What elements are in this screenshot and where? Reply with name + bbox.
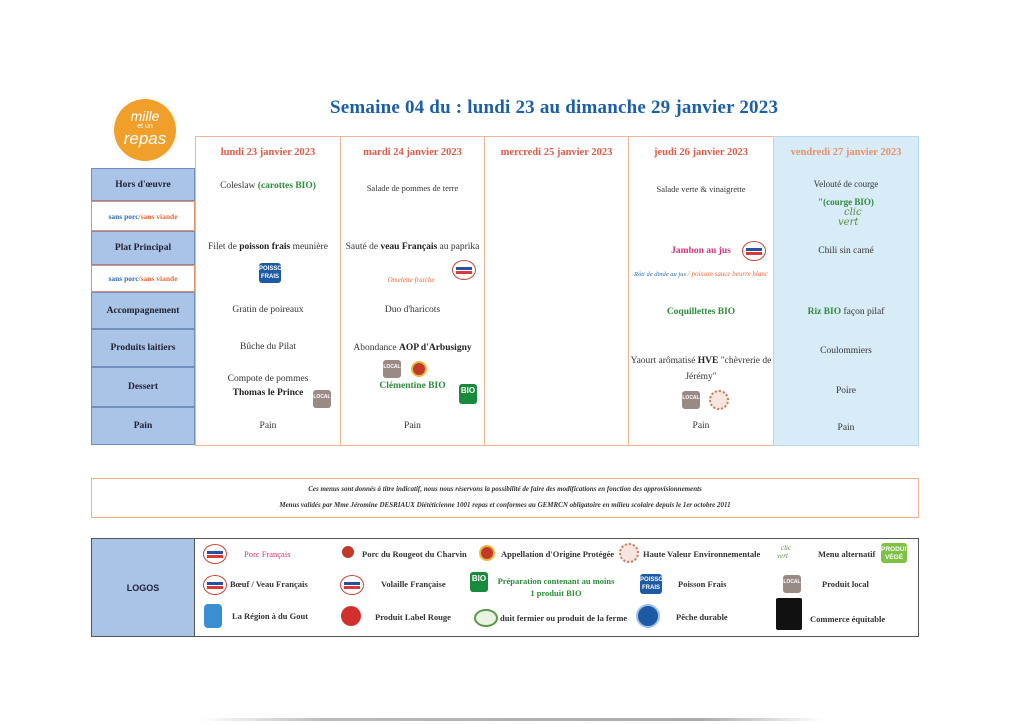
tue-pain: Pain — [404, 421, 421, 431]
scan-edge — [200, 718, 824, 721]
fri-hors — [773, 175, 919, 211]
poisson-frais-badge: POISSON FRAIS — [640, 574, 662, 594]
mon-hors — [195, 181, 341, 191]
fri-accomp-text: façon pilaf — [841, 307, 885, 317]
label-sep: / — [138, 211, 141, 221]
fri-pain: Pain — [837, 423, 855, 433]
fri-hors-line1: Velouté de courge — [813, 179, 879, 189]
clic-vert-icon — [773, 544, 803, 564]
legend-aop: Appellation d'Origine Protégée — [501, 549, 615, 559]
mon-plat-fish: poisson frais — [239, 242, 291, 252]
day-head-wednesday: mercredi 25 janvier 2023 — [500, 147, 613, 158]
disclaimer-line2: Menus validés par Mme Jéromine DESRIAUX Diététicienne 1001 repas et conformes au GEMRCN obligatoire en milieu scolaire depuis le 1er octobre 2011 — [279, 501, 731, 509]
poisson-frais-badge: POISSON FRAIS — [259, 263, 281, 283]
porc-francais-icon — [203, 544, 227, 564]
peche-durable-icon — [636, 604, 660, 628]
thu-plat: Jambon au jus — [671, 246, 731, 256]
brand-line3: repas — [123, 129, 167, 148]
local-badge: LOCAL — [682, 391, 700, 409]
mon-laitiers: Bûche du Pilat — [240, 342, 296, 352]
row-label-accomp: Accompagnement — [91, 292, 195, 329]
produit-vege-badge: PRODUIT VÉGÉ — [881, 543, 907, 563]
tue-plat-veau: veau Français — [380, 242, 438, 252]
row-label-sans1 — [91, 201, 195, 231]
fri-plat: Chili sin carné — [818, 246, 874, 256]
mon-plat — [195, 242, 341, 252]
thu-alt-sans-porc: Rôti de dinde au jus — [634, 271, 686, 278]
clic-vert-icon-line2: vert — [777, 552, 788, 560]
volaille-francaise-icon — [340, 575, 364, 595]
legend-volaille: Volaille Française — [381, 579, 446, 589]
thu-laitiers-hve: HVE — [697, 356, 719, 366]
tue-plat-alt: Omelette fraiche — [387, 276, 435, 284]
row-label-sans2 — [91, 265, 195, 292]
aop-icon — [479, 545, 495, 561]
fri-hors-bio: "(courge BIO) — [818, 197, 874, 207]
legend-peche-durable: Pêche durable — [676, 612, 728, 622]
tue-plat — [340, 242, 485, 252]
tue-laitiers-text: Abondance — [353, 343, 400, 353]
fri-dessert: Poire — [835, 386, 857, 396]
label-sans-viande: sans viande — [140, 211, 178, 221]
thu-alt-sep: / — [686, 270, 692, 278]
region-gout-icon — [204, 604, 222, 628]
mon-plat-text: Filet de — [208, 242, 240, 252]
rougeot-icon — [340, 544, 356, 560]
thu-plat-alt — [630, 269, 772, 280]
day-head-tuesday: mardi 24 janvier 2023 — [363, 147, 462, 158]
legend-bio: Préparation contenant au moins 1 produit BIO — [497, 576, 615, 598]
legend-porc-francais: Porc Français — [244, 549, 291, 559]
thu-hors: Salade verte & vinaigrette — [656, 184, 746, 194]
row-label-hors: Hors d'œuvre — [91, 168, 195, 201]
tue-laitiers — [340, 343, 485, 353]
fri-accomp-bio: Riz BIO — [807, 307, 842, 317]
bouef-veau-francais-icon — [452, 260, 476, 280]
mon-plat-end: meunière — [290, 242, 328, 252]
clic-vert-line2: vert — [838, 217, 859, 228]
thu-accomp: Coquillettes BIO — [666, 307, 736, 317]
aop-icon — [411, 361, 427, 377]
legend-produit-ferme: duit fermier ou produit de la ferme — [500, 613, 628, 623]
mon-hors-bio: (carottes BIO) — [257, 181, 316, 191]
brand-logo — [112, 97, 178, 163]
porc-francais-icon — [742, 241, 766, 261]
fri-laitiers: Coulommiers — [820, 346, 872, 356]
mon-accomp: Gratin de poireaux — [232, 305, 304, 315]
row-label-laitiers: Produits laitiers — [91, 329, 195, 367]
legend-commerce-equitable: Commerce équitable — [810, 614, 886, 624]
legend-poisson-frais: Poisson Frais — [678, 579, 727, 589]
label-rouge-icon — [341, 606, 361, 626]
logos-label: LOGOS — [91, 538, 195, 637]
tue-dessert: Clémentine BIO — [379, 381, 446, 391]
mon-pain: Pain — [259, 421, 277, 431]
local-badge: LOCAL — [313, 390, 331, 408]
row-label-dessert: Dessert — [91, 367, 195, 407]
clic-vert-line1: clic — [844, 207, 862, 218]
fri-accomp — [773, 307, 919, 317]
thu-alt-sans-viande: poisson sauce beurre blanc — [691, 270, 768, 278]
legend-region-gout: La Région à du Gout — [232, 611, 309, 621]
legend-rougeot: Porc du Rougeot du Charvin — [362, 549, 467, 559]
disclaimer-line1: Ces menus sont donnés à titre indicatif, nous nous réservons la possibilité de faire des modifications en fonction des approvisionnements — [308, 485, 702, 493]
clic-vert-icon-line1: clic — [781, 544, 792, 552]
day-head-friday: vendredi 27 janvier 2023 — [790, 147, 902, 158]
disclaimer-box — [91, 478, 919, 518]
tue-plat-end: au paprika — [437, 242, 480, 252]
page-title: Semaine 04 du : lundi 23 au dimanche 29 janvier 2023 — [330, 97, 779, 118]
bio-badge: BIO — [470, 572, 488, 592]
thu-laitiers-text: Yaourt arômatisé — [630, 356, 698, 366]
legend-hve: Haute Valeur Environnementale — [643, 549, 761, 559]
thu-pain: Pain — [692, 421, 710, 431]
brand-line2: et un — [137, 123, 153, 130]
legend-label-rouge: Produit Label Rouge — [375, 612, 451, 622]
hve-icon — [619, 543, 639, 563]
boeuf-veau-francais-icon — [203, 575, 227, 595]
mon-dessert-line1: Compote de pommes — [227, 374, 309, 384]
legend-boeuf-veau: Bœuf / Veau Français — [230, 579, 308, 589]
brand-line1: mille — [130, 108, 160, 124]
label-sep: / — [138, 274, 141, 283]
thu-laitiers-end: "chèvrerie de Jérémy" — [685, 356, 772, 382]
row-label-plat: Plat Principal — [91, 231, 195, 265]
local-badge: LOCAL — [383, 360, 401, 378]
bio-badge: BIO — [459, 384, 477, 404]
legend-menu-alternatif: Menu alternatif — [818, 549, 876, 559]
clic-vert-logo — [828, 208, 868, 238]
tue-hors: Salade de pommes de terre — [366, 183, 459, 193]
day-head-thursday: jeudi 26 janvier 2023 — [653, 147, 748, 158]
column-wednesday — [484, 136, 629, 446]
mon-dessert-line2: Thomas le Prince — [232, 388, 304, 398]
row-label-pain: Pain — [91, 407, 195, 445]
legend-produit-local: Produit local — [822, 579, 869, 589]
mon-hors-text: Coleslaw — [220, 181, 258, 191]
tue-laitiers-aop: AOP d'Arbusigny — [399, 343, 472, 353]
fairtrade-icon — [776, 598, 802, 630]
column-thursday — [628, 136, 774, 446]
produit-ferme-icon — [474, 609, 498, 627]
label-sans-viande: sans viande — [140, 274, 178, 283]
hve-icon — [709, 390, 729, 410]
day-head-monday: lundi 23 janvier 2023 — [220, 147, 316, 158]
tue-plat-text: Sauté de — [345, 242, 381, 252]
label-sans-porc: sans porc — [108, 274, 139, 283]
local-badge: LOCAL — [783, 575, 801, 593]
label-sans-porc: sans porc — [108, 211, 139, 221]
tue-accomp: Duo d'haricots — [384, 305, 441, 315]
thu-laitiers — [630, 353, 772, 385]
